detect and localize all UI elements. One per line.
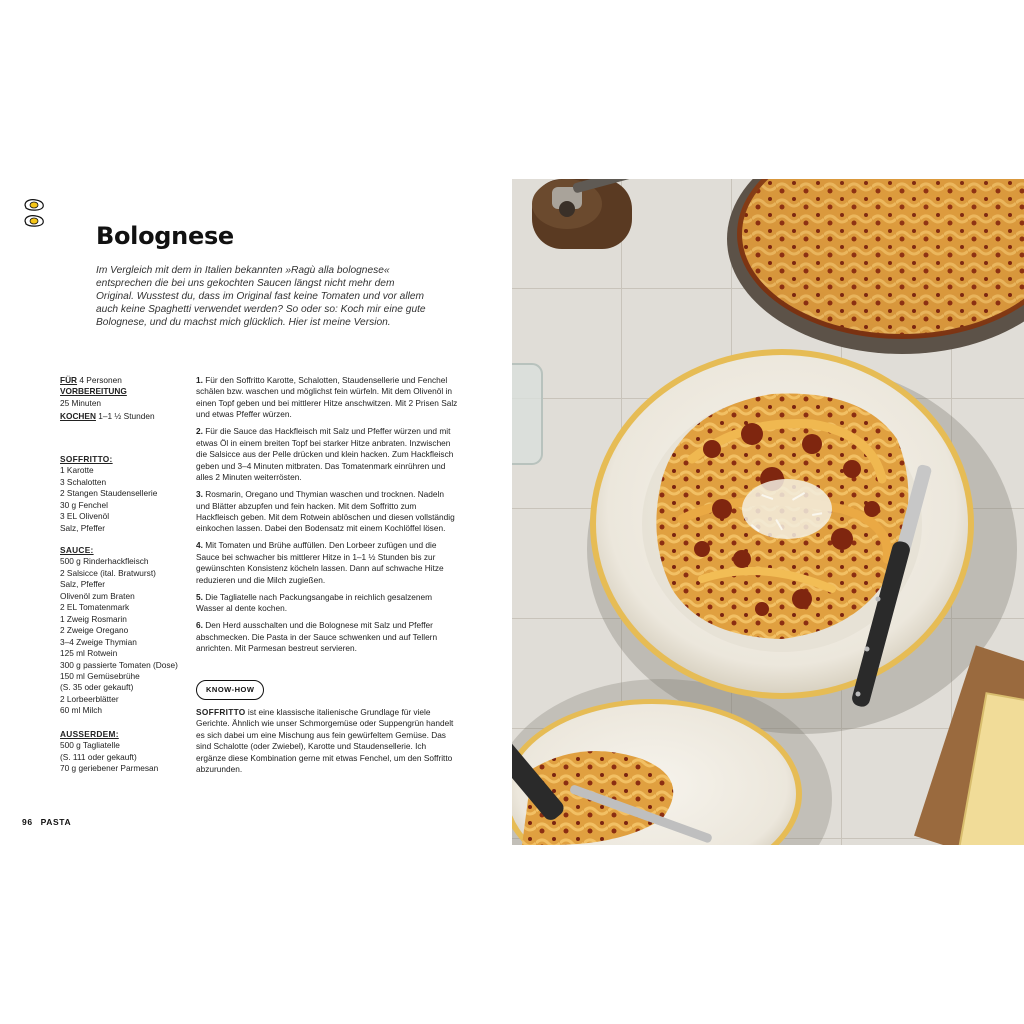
prep-value: 25 Minuten [60, 397, 102, 408]
ingredient-item: 2 Lorbeerblätter [60, 693, 119, 704]
step-number: 1. [196, 375, 203, 385]
ingredient-heading: SAUCE: [60, 545, 94, 555]
ingredient-item: (S. 35 oder gekauft) [60, 682, 134, 693]
step-text: Den Herd ausschalten und die Bolognese mit Salz und Pfeffer abschmecken. Die Pasta in der Sauce schwenken und auf Tellern anrichten. Mit Parmesan bestreut servieren. [196, 620, 438, 654]
bolognese-photo [512, 179, 1024, 845]
ingredient-item: 2 Stangen Staudensellerie [60, 488, 158, 499]
ingredient-item: 60 ml Milch [60, 705, 102, 716]
ingredient-item: 150 ml Gemüsebrühe [60, 670, 140, 681]
ingredient-item: Salz, Pfeffer [60, 522, 106, 533]
section-name: PASTA [40, 817, 72, 827]
ingredient-item: 125 ml Rotwein [60, 648, 118, 659]
knowhow-text [196, 707, 458, 776]
page-footer [22, 817, 71, 827]
step-text: Mit Tomaten und Brühe auffüllen. Den Lorbeer zufügen und die Sauce bei schwacher bis mittlerer Hitze in 1–1 ½ Stunden bis zur gewünschten Konsistenz köcheln lassen. Dann auf schwache Hitze reduzieren und die Milch zugießen. [196, 540, 444, 585]
step-text: Rosmarin, Oregano und Thymian waschen und trocknen. Nadeln und Blätter abzupfen und fein hacken. Mit dem Soffritto zum Hackfleisch geben. Mit dem Rotwein ablöschen und diesen vollständig einkochen lassen. Dabei den Bodensatz mit einem Kochlöffel lösen. [196, 489, 455, 534]
recipe-step [196, 489, 458, 535]
ingredients-sauce [60, 545, 190, 717]
egg-icon [22, 214, 46, 228]
ingredient-item: 300 g passierte Tomaten (Dose) [60, 659, 178, 670]
recipe-step [196, 620, 458, 654]
recipe-step [196, 592, 458, 615]
recipe-step [196, 540, 458, 586]
step-number: 2. [196, 426, 203, 437]
ingredient-item: 500 g Tagliatelle [60, 740, 120, 751]
difficulty-indicator [22, 198, 46, 230]
recipe-step [196, 426, 458, 483]
cook-value: 1–1 ½ Stunden [98, 410, 155, 421]
knowhow-body: ist eine klassische italienische Grundlage für viele Gerichte. Ähnlich wie unser Schmorgemüse oder Suppengrün handelt es sich dabei um eine Mischung aus fein gewürfeltem Gemüse. Das sind Schalotte (oder Zwiebel), Karotte und Staudensellerie. Ich ergänze diese Kombination gerne mit etwas Fenchel, um den Soffritto abzurunden. [196, 707, 454, 775]
ingredients-soffritto [60, 454, 190, 534]
step-text: Die Tagliatelle nach Packungsangabe in reichlich gesalzenem Wasser al dente kochen. [196, 591, 433, 614]
recipe-meta [60, 375, 190, 422]
recipe-title: Bolognese [96, 222, 234, 250]
ingredient-item: 2 Zweige Oregano [60, 625, 129, 636]
step-number: 4. [196, 540, 203, 551]
ingredient-item: 30 g Fenchel [60, 499, 108, 510]
step-text: Für die Sauce das Hackfleisch mit Salz und Pfeffer würzen und mit etwas Öl in einem breiten Topf bei starker Hitze anbraten. Inzwischen die Salsicce aus der Pelle drücken und klein hacken. Zum Hackfleisch geben und 3–4 Minuten mitbraten. Das Tomatenmark einrühren und alles 2 Minuten weiterrösten. [196, 426, 454, 483]
recipe-steps [196, 375, 458, 660]
step-text: Für den Soffritto Karotte, Schalotten, Staudensellerie und Fenchel schälen bzw. waschen und möglichst fein würfeln. Mit dem Olivenöl in einen Topf geben und bei mittlerer Hitze anschwitzen. Mit 2 Prisen Salz und etwas Pfeffer würzen. [196, 375, 458, 420]
ingredient-heading: SOFFRITTO: [60, 454, 113, 464]
knowhow-term: SOFFRITTO [196, 707, 246, 717]
recipe-intro: Im Vergleich mit dem in Italien bekannten »Ragù alla bolognese« entsprechen die bei uns gekochten Saucen längst nicht mehr dem Original. Wusstest du, dass im Original fast keine Tomaten und vor allem auch keine Spaghetti verwendet werden? So oder so: Koch mir eine gute Bolognese, und du machst mich glücklich. Hier ist meine Version. [96, 265, 426, 328]
egg-icon [22, 198, 46, 212]
knowhow-badge: KNOW-HOW [196, 680, 264, 700]
ingredient-item: 3 EL Olivenöl [60, 511, 110, 522]
page-number: 96 [22, 817, 33, 827]
recipe-step [196, 375, 458, 421]
ingredient-item: 2 EL Tomatenmark [60, 602, 130, 613]
ingredient-item: 2 Salsicce (ital. Bratwurst) [60, 567, 156, 578]
ingredient-heading: AUSSERDEM: [60, 729, 119, 739]
ingredient-item: (S. 111 oder gekauft) [60, 751, 137, 762]
ingredient-item: 70 g geriebener Parmesan [60, 763, 159, 774]
ingredient-item: 3 Schalotten [60, 476, 107, 487]
servings-label: FÜR [60, 375, 78, 385]
ingredient-item: 500 g Rinderhackfleisch [60, 556, 149, 567]
ingredient-item: 1 Karotte [60, 465, 94, 476]
step-number: 5. [196, 591, 203, 602]
ingredients-ausserdem [60, 729, 190, 775]
prep-label: VORBEREITUNG [60, 386, 127, 397]
cook-label: KOCHEN [60, 410, 96, 421]
ingredient-item: 1 Zweig Rosmarin [60, 613, 127, 624]
servings-value: 4 Personen [79, 375, 122, 385]
step-number: 3. [196, 489, 203, 500]
ingredient-item: 3–4 Zweige Thymian [60, 636, 137, 647]
ingredient-item: Olivenöl zum Braten [60, 590, 135, 601]
ingredient-item: Salz, Pfeffer [60, 579, 106, 590]
step-number: 6. [196, 620, 203, 631]
